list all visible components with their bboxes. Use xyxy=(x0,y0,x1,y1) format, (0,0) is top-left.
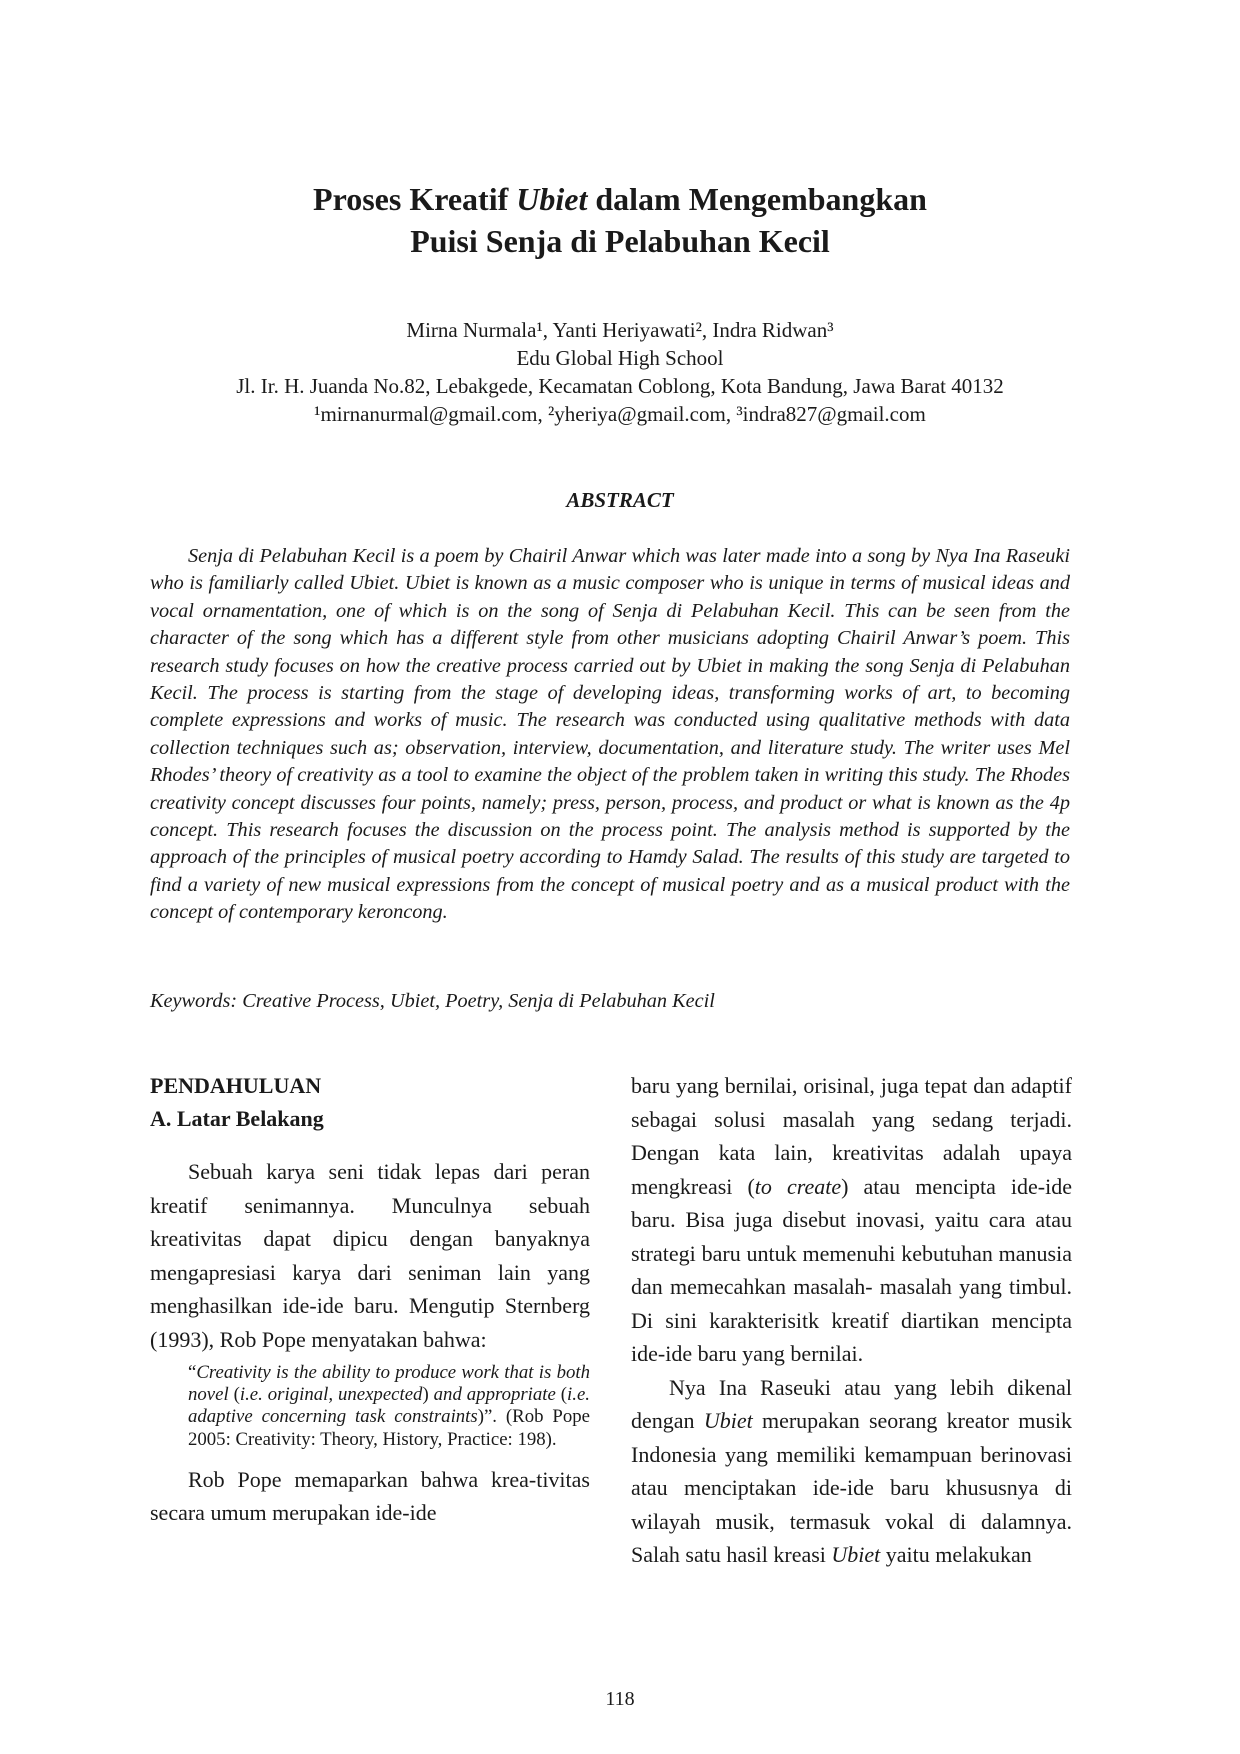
abstract-body: Senja di Pelabuhan Kecil is a poem by Chairil Anwar which was later made into a song by Nya Ina Raseuki who is familiarly called Ubiet. Ubiet is known as a music composer who is unique in terms of musical ideas and vocal ornamentation, one of which is on the song of Senja di Pelabuhan Kecil. This can be seen from the character of the song which has a different style from other musicians adopting Chairil Anwar’s poem. This research study focuses on how the creative process carried out by Ubiet in making the song Senja di Pelabuhan Kecil. The process is starting from the stage of developing ideas, transforming works of art, to becoming complete expressions and works of music. The research was conducted using qualitative methods with data collection techniques such as; observation, interview, documentation, and literature study. The writer uses Mel Rhodes’ theory of creativity as a tool to examine the object of the problem taken in writing this study. The Rhodes creativity concept discusses four points, namely; press, person, process, and product or what is known as the 4p concept. This research focuses the discussion on the process point. The analysis method is supported by the approach of the principles of musical poetry according to Hamdy Salad. The results of this study are targeted to find a variety of new musical expressions from the concept of musical poetry and as a musical product with the concept of contemporary keroncong. xyxy=(150,545,1070,924)
body-italic-text: Ubiet xyxy=(831,1542,881,1567)
body-text: Nya Ina Raseuki atau yang lebih dikenal dengan xyxy=(631,1374,1072,1433)
paper-title xyxy=(0,178,1240,262)
quote-italic-text: i.e. original, unexpected xyxy=(239,1384,423,1406)
title-line-2: Puisi Senja di Pelabuhan Kecil xyxy=(410,223,830,259)
quote-text: “ xyxy=(188,1362,197,1383)
block-quote xyxy=(188,1362,590,1451)
title-line-1 xyxy=(0,178,1240,220)
body-paragraph: Sebuah karya seni tidak lepas dari peran kreatif senimannya. Munculnya sebuah kreativitas dapat dipicu dengan banyaknya mengapresiasi karya dari seniman lain yang menghasilkan ide-ide baru. Mengutip Sternberg (1993), Rob Pope menyatakan bahwa: xyxy=(150,1159,590,1352)
body-paragraph xyxy=(631,1069,1072,1371)
quote-italic-text: Creativity is the ability to produce work that is both novel xyxy=(188,1362,590,1406)
author-affiliation: Edu Global High School xyxy=(516,346,724,370)
keywords: Keywords: Creative Process, Ubiet, Poetry, Senja di Pelabuhan Kecil xyxy=(150,990,715,1012)
quote-text: ( xyxy=(228,1384,240,1406)
author-block xyxy=(0,316,1240,428)
title-text: Proses Kreatif xyxy=(313,181,517,217)
author-names: Mirna Nurmala¹, Yanti Heriyawati², Indra Ridwan³ xyxy=(406,318,834,342)
title-text: dalam Mengembangkan xyxy=(587,181,927,217)
body-text: baru yang bernilai, orisinal, juga tepat dan adaptif sebagai solusi masalah yang sedang terjadi. Dengan kata lain, kreativitas adalah upaya mengkreasi ( xyxy=(631,1073,1072,1199)
body-text: ) atau mencipta ide-ide baru. Bisa juga disebut inovasi, yaitu cara atau strategi baru untuk memenuhi kebutuhan manusia dan memecahkan masalah- masalah yang timbul. Di sini karakterisitk kreatif diartikan mencipta ide-ide baru yang bernilai. xyxy=(631,1173,1072,1366)
body-paragraph: Rob Pope memaparkan bahwa krea-tivitas secara umum merupakan ide-ide xyxy=(150,1466,590,1526)
subsection-heading: A. Latar Belakang xyxy=(150,1106,324,1131)
body-italic-text: to create xyxy=(754,1173,842,1199)
body-paragraph xyxy=(631,1371,1072,1572)
page-number: 118 xyxy=(605,1688,635,1710)
quote-italic-text: and appropriate xyxy=(433,1384,556,1406)
author-address: Jl. Ir. H. Juanda No.82, Lebakgede, Kecamatan Coblong, Kota Bandung, Jawa Barat 40132 xyxy=(236,374,1004,398)
quote-text: ( xyxy=(555,1384,568,1406)
abstract-heading: ABSTRACT xyxy=(566,488,674,512)
quote-italic-text: i.e. adaptive concerning task constraints xyxy=(188,1384,590,1428)
body-text: yaitu melakukan xyxy=(880,1542,1032,1567)
title-italic-text: Ubiet xyxy=(516,181,588,217)
author-emails: ¹mirnanurmal@gmail.com, ²yheriya@gmail.com, ³indra827@gmail.com xyxy=(314,402,926,426)
quote-text: ) xyxy=(422,1384,434,1406)
body-text: merupakan seorang kreator musik Indonesia yang memiliki kemampuan berinovasi atau menciptakan ide-ide baru khususnya di wilayah musik, termasuk vokal di dalamnya. Salah satu hasil kreasi xyxy=(631,1408,1073,1567)
section-heading: PENDAHULUAN xyxy=(150,1073,322,1098)
quote-text: )”. (Rob Pope 2005: Creativity: Theory, History, Practice: 198). xyxy=(188,1406,590,1450)
body-italic-text: Ubiet xyxy=(703,1408,753,1433)
right-column xyxy=(631,1069,1072,1572)
left-column xyxy=(150,1069,590,1530)
